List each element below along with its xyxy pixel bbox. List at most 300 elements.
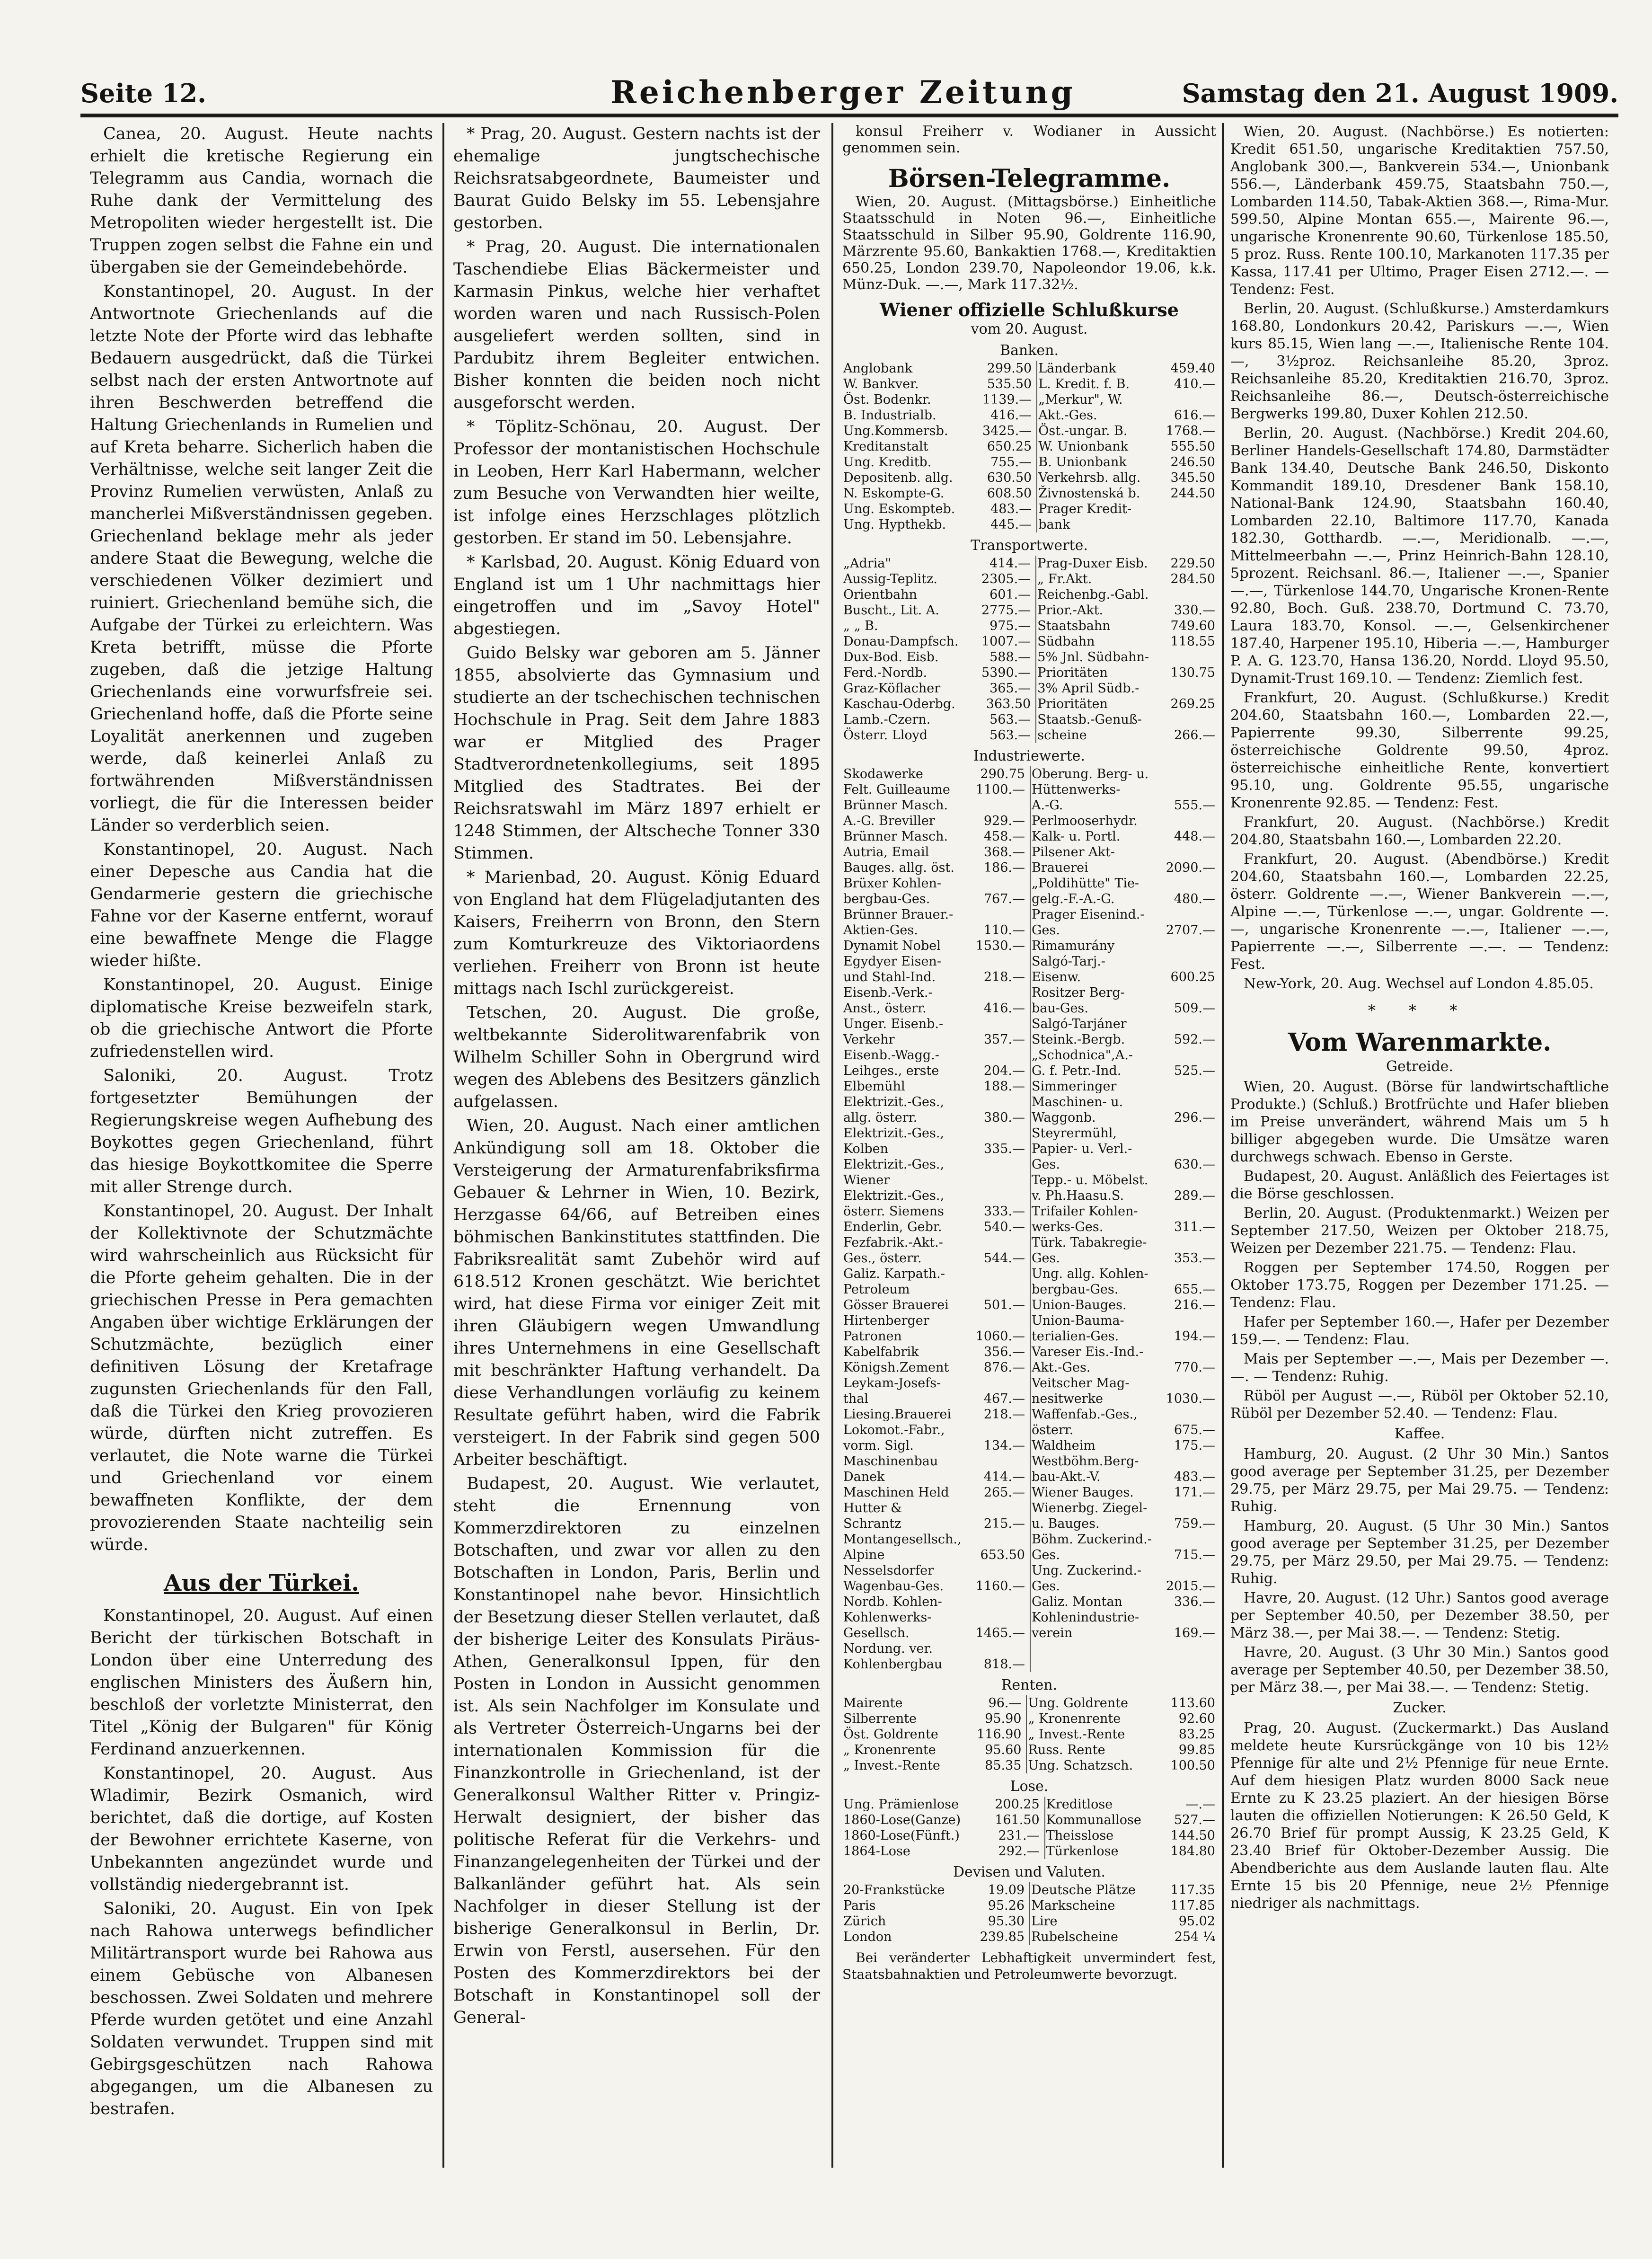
- table-row: [842, 361, 1216, 376]
- market-report: Frankfurt, 20. August. (Abendbörse.) Kredit 204.60, Staatsbahn 160.—, Lombarden 22.25, österr. Goldrente —.—, Wiener Bankverein —.—, Alpine —.—, Türkenlose —.—, ungar. Goldrente —.—, ungarische Kronenrente —.—, Italiener —.—, Papierrente —.—, Silberrente —.—. — Tendenz: Fest.: [1230, 851, 1609, 973]
- market-note: Bei veränderter Lebhaftigkeit unvermindert fest, Staatsbahnaktien und Petroleumwerte bevorzugt.: [842, 1950, 1216, 1982]
- market-report: Havre, 20. August. (12 Uhr.) Santos good average per September 40.50, per Dezember 38.50, per März 38.—, per Mai 38.—. — Tendenz: Stetig.: [1230, 1590, 1609, 1641]
- security-name: Brünner Masch.: [843, 829, 948, 844]
- table-row: [842, 1344, 1216, 1360]
- table-row: [842, 1157, 1216, 1172]
- table-row: [842, 602, 1216, 618]
- security-price: 130.75: [1170, 665, 1215, 680]
- table-row: [842, 712, 1216, 727]
- security-price: 254 ¼: [1174, 1930, 1215, 1944]
- security-price: 266.—: [1174, 728, 1215, 743]
- security-price: 299.50: [973, 361, 1037, 376]
- table-row: [842, 439, 1216, 454]
- quote-table: [842, 1797, 1216, 1859]
- security-name: Anglobank: [843, 361, 913, 376]
- security-price: 5390.—: [974, 665, 1036, 681]
- security-price: [971, 1235, 1030, 1250]
- security-name: Dynamit Nobel: [843, 939, 941, 953]
- security-name: Länderbank: [1038, 361, 1116, 376]
- security-name: Wiener: [843, 1173, 890, 1187]
- security-price: 134.—: [971, 1438, 1030, 1453]
- security-name: Ges.: [1031, 1579, 1060, 1594]
- security-price: 535.50: [973, 376, 1037, 392]
- security-price: 336.—: [1174, 1595, 1215, 1609]
- security-name: Wiener Bauges.: [1031, 1485, 1134, 1500]
- table-row: [842, 454, 1216, 470]
- security-price: 292.—: [984, 1843, 1045, 1859]
- security-name: Simmeringer: [1031, 1079, 1117, 1094]
- security-price: [1161, 813, 1216, 829]
- security-name: Leihges., erste: [843, 1063, 939, 1078]
- security-name: Felt. Guilleaume: [843, 782, 950, 797]
- table-section-heading: Renten.: [1001, 1677, 1058, 1693]
- security-price: 169.—: [1174, 1626, 1215, 1640]
- security-name: nesitwerke: [1031, 1391, 1104, 1406]
- security-name: Steyrermühl,: [1031, 1126, 1117, 1141]
- security-name: Ung.Kommersb.: [843, 424, 948, 438]
- column-4: [1230, 123, 1609, 2168]
- table-row: [842, 1516, 1216, 1532]
- security-price: [1164, 712, 1216, 727]
- column-divider: [831, 123, 833, 2168]
- security-name: bau-Ges.: [1031, 1001, 1088, 1016]
- security-price: 335.—: [971, 1141, 1030, 1157]
- security-price: 459.40: [1170, 361, 1215, 376]
- table-row: [842, 954, 1216, 969]
- table-row: [842, 1727, 1216, 1742]
- market-report: Rüböl per August —.—, Rüböl per Oktober 52.10, Rüböl per Dezember 52.40. — Tendenz: Flau.: [1230, 1388, 1609, 1422]
- security-price: [971, 1500, 1030, 1516]
- security-price: [971, 1594, 1030, 1610]
- table-row: [842, 665, 1216, 681]
- article-paragraph: Konstantinopel, 20. August. Nach einer Depesche aus Candia hat die Gendarmerie gestern die griechische Fahne vor der Kaserne entfernt, worauf eine bewaffnete Menge die Flagge wieder hißte.: [90, 840, 433, 970]
- security-name: Tepp.- u. Möbelst.: [1031, 1173, 1148, 1187]
- table-section-heading: Banken.: [999, 342, 1059, 359]
- security-price: [1161, 1016, 1216, 1032]
- security-price: 770.—: [1174, 1360, 1215, 1375]
- security-price: 184.80: [1170, 1844, 1215, 1859]
- table-row: [842, 922, 1216, 938]
- table-row: [842, 392, 1216, 408]
- security-price: 1100.—: [971, 782, 1030, 797]
- security-price: 96.—: [964, 1695, 1026, 1711]
- market-report: Wien, 20. August. (Börse für landwirtschaftliche Produkte.) (Schluß.) Brotfrüchte und Hafer blieben im Preise unverändert, während Mais um 5 h billiger abgegeben wurde. Die Umsätze waren durchwegs schwach. Ebenso in Gerste.: [1230, 1079, 1609, 1165]
- security-price: 95.90: [964, 1711, 1026, 1727]
- security-price: [971, 1125, 1030, 1141]
- article-paragraph: Guido Belsky war geboren am 5. Jänner 1855, absolvierte das Gymnasium und studierte an der tschechischen technischen Hochschule in Prag. Seit dem Jahre 1883 war er Mitglied des Prager Stadtverordnetenkollegiums, seit 1895 Mitglied des Stadtrates. Bei der Reichsratswahl im März 1897 erhielt er 1248 Stimmen, der Altschechе Tonner 330 Stimmen.: [453, 644, 820, 863]
- security-name: „Schodnica",A.-: [1031, 1048, 1133, 1063]
- security-name: Prior.-Akt.: [1037, 603, 1104, 618]
- security-name: Mairente: [843, 1696, 903, 1710]
- security-price: 2775.—: [974, 602, 1036, 618]
- security-name: 1860-Lose(Ganze): [843, 1813, 961, 1827]
- security-name: Depositenb. allg.: [843, 470, 953, 485]
- security-name: G. f. Petr.-Ind.: [1031, 1063, 1122, 1078]
- security-name: Westböhm.Berg-: [1031, 1454, 1139, 1469]
- security-price: [1161, 1204, 1216, 1219]
- security-price: [1161, 1453, 1216, 1469]
- security-price: 95.26: [968, 1898, 1030, 1914]
- security-name: Kreditlose: [1046, 1797, 1113, 1812]
- security-price: [1164, 587, 1216, 602]
- security-name: Kommunallose: [1046, 1813, 1141, 1827]
- security-name: Ung. Zuckerind.-: [1031, 1563, 1142, 1578]
- security-name: Wienerbg. Ziegel-: [1031, 1501, 1148, 1515]
- security-price: 929.—: [971, 813, 1030, 829]
- security-price: 416.—: [973, 408, 1037, 423]
- article-paragraph: Tetschen, 20. August. Die große, weltbekannte Siderolitwarenfabrik von Wilhelm Schiller Sohn in Obergrund wird wegen des Ablebens des Besitzers gänzlich aufgelassen.: [453, 1003, 820, 1111]
- table-row: [842, 1610, 1216, 1625]
- security-name: Nordb. Kohlen-: [843, 1595, 942, 1609]
- security-price: 175.—: [1174, 1438, 1215, 1453]
- security-name: Union-Baumа-: [1031, 1313, 1124, 1328]
- security-price: 215.—: [971, 1516, 1030, 1532]
- security-name: W. Bankver.: [843, 377, 919, 391]
- security-name: Prager Kredit-: [1038, 502, 1132, 516]
- security-name: Liesing.Brauerei: [843, 1407, 952, 1422]
- security-price: 588.—: [974, 649, 1036, 665]
- table-row: [842, 1828, 1216, 1843]
- article-paragraph: * Prag, 20. August. Gestern nachts ist der ehemalige jungtschechische Reichsratsabgeordnete, Baumeister und Baurat Guido Belsky im 55. Lebensjahre gestorben.: [453, 124, 820, 232]
- security-name: 1860-Lose(Fünft.): [843, 1828, 960, 1843]
- security-price: 95.02: [1178, 1914, 1215, 1929]
- market-report: Hamburg, 20. August. (2 Uhr 30 Min.) Santos good average per September 31.25, per Dezember 29.75, per März 29.75, per Mai 29.75. — Tendenz: Ruhig.: [1230, 1446, 1609, 1515]
- security-price: 555.50: [1170, 439, 1215, 454]
- security-price: 1768.—: [1166, 424, 1215, 438]
- article-paragraph: Wien, 20. August. Nach einer amtlichen Ankündigung soll am 18. Oktober die Versteigerung der Armaturenfabriksfirma Gebauer & Lehrner in Wien, 10. Bezirk, Herzgasse 64/66, auf Betreiben eines böhmischen Bankinstitutes stattfinden. Die Fabriksrealität samt Zubehör wird auf 618.512 Kronen geschätzt. Wie berichtet wird, hat diese Firma vor einiger Zeit mit ihren Gläubigern wegen Umwandlung ihres Unternehmens in eine Gesellschaft mit beschränkter Haftung verhandelt. Da diese Verhandlungen vorläufig zu keinem Resultate geführt haben, wird die Fabrik versteigert. In der Fabrik sind gegen 500 Arbeiter beschäftigt.: [453, 1116, 820, 1469]
- page-number: Seite 12.: [80, 78, 206, 108]
- security-name: Steink.-Bergb.: [1031, 1032, 1125, 1047]
- security-name: v. Ph.Haasu.S.: [1031, 1188, 1124, 1203]
- security-price: 186.—: [971, 860, 1030, 876]
- security-name: Kohlenindustrie-: [1031, 1610, 1140, 1625]
- article-paragraph: * Prag, 20. August. Die internationalen Taschendiebe Elias Bäckermeister und Karmasin Pinkus, welche hier verhaftet worden waren und nach Russisch-Polen ausgeliefert werden sollten, sind in Pardubitz ihrem Begleiter entwichen. Bisher konnten die beiden noch nicht ausgeforscht werden.: [453, 238, 820, 412]
- table-row: [842, 486, 1216, 501]
- security-price: 630.—: [1174, 1157, 1215, 1172]
- security-name: Kreditanstalt: [843, 439, 928, 454]
- security-name: Königsh.Zement: [843, 1360, 949, 1375]
- table-row: [842, 1563, 1216, 1578]
- security-price: [1157, 517, 1216, 532]
- section-heading: Börsen-Telegramme.: [888, 164, 1171, 193]
- table-row: [842, 501, 1216, 517]
- security-price: [1161, 1125, 1216, 1141]
- security-name: Brüxer Kohlen-: [843, 876, 942, 891]
- section-heading: Aus der Türkei.: [164, 1570, 359, 1596]
- table-row: [842, 1438, 1216, 1453]
- security-price: [971, 1016, 1030, 1032]
- table-row: [842, 1898, 1216, 1914]
- security-price: 1060.—: [971, 1329, 1030, 1344]
- table-row: [842, 1141, 1216, 1157]
- table-row: [842, 938, 1216, 954]
- table-row: [842, 1914, 1216, 1929]
- security-price: 653.50: [971, 1547, 1030, 1563]
- security-price: 600.25: [1170, 970, 1215, 984]
- security-name: Maschinen Held: [843, 1485, 949, 1500]
- security-price: [1161, 938, 1216, 954]
- market-report: Budapest, 20. August. Anläßlich des Feiertages ist die Börse geschlossen.: [1230, 1168, 1609, 1202]
- table-row: [842, 634, 1216, 649]
- table-row: [842, 1742, 1216, 1758]
- security-price: 414.—: [971, 1469, 1030, 1485]
- security-price: 116.90: [964, 1727, 1026, 1742]
- security-name: Waffenfab.-Ges.,: [1031, 1407, 1138, 1422]
- security-name: Leykam-Josefs-: [843, 1376, 941, 1391]
- table-row: [842, 813, 1216, 829]
- security-name: Öst. Goldrente: [843, 1727, 938, 1742]
- security-price: 2707.—: [1166, 923, 1215, 938]
- market-report: New-York, 20. Aug. Wechsel auf London 4.85.05.: [1244, 975, 1594, 992]
- security-name: Unger. Eisenb.-: [843, 1017, 944, 1031]
- article-paragraph: Konstantinopel, 20. August. Aus Wladimir, Bezirk Osmanich, wird berichtet, daß die dortige, auf Kosten der Bewohner errichtete Kaserne, von Unbekannten angezündet wurde und vollständig niedergebrannt ist.: [90, 1764, 433, 1894]
- security-name: Ges.: [1031, 923, 1060, 938]
- security-price: 269.25: [1170, 697, 1215, 711]
- issue-date: Samstag den 21. August 1909.: [1182, 78, 1618, 108]
- subsection-heading: Kaffee.: [1394, 1426, 1445, 1442]
- security-price: 19.09: [968, 1882, 1030, 1898]
- security-price: 95.30: [968, 1914, 1030, 1929]
- security-price: 467.—: [971, 1391, 1030, 1407]
- security-price: 311.—: [1174, 1220, 1215, 1234]
- security-price: [971, 1313, 1030, 1329]
- article-paragraph: konsul Freiherr v. Wodianer in Aussicht genommen sein.: [842, 123, 1216, 156]
- market-report: Wien, 20. August. (Nachbörse.) Es notierten: Kredit 651.50, ungarische Kreditaktien 757.50, Anglobank 300.—, Bankverein 534.—, Unionbank 556.—, Länderbank 459.75, Staatsbahn 750.—, Lombarden 114.50, Tabak-Aktien 368.—, Rima-Mur. 599.50, Alpine Montan 655.—, Mairente 96.—, ungarische Kronenrente 90.60, Türkenlose 185.50, 5 proz. Russ. Rente 100.10, Markanoten 117.35 per Kassa, 117.41 per Ultimo, Prager Eisen 2712.—. — Tendenz: Fest.: [1230, 124, 1609, 298]
- security-name: Autria, Email: [843, 845, 929, 859]
- security-price: 365.—: [974, 681, 1036, 696]
- security-name: Dux-Bod. Eisb.: [843, 650, 939, 664]
- quote-table: [842, 361, 1216, 532]
- security-price: 92.60: [1178, 1711, 1215, 1726]
- security-price: [1161, 1657, 1216, 1672]
- security-price: 616.—: [1174, 408, 1215, 423]
- security-price: 100.50: [1170, 1758, 1215, 1773]
- security-name: Hüttenwerks-: [1031, 782, 1121, 797]
- security-price: [1161, 1094, 1216, 1110]
- table-row: [842, 1079, 1216, 1094]
- security-name: Ferd.-Nordb.: [843, 665, 928, 680]
- security-price: 2305.—: [974, 571, 1036, 587]
- article-paragraph: Canea, 20. August. Heute nachts erhielt die kretische Regierung ein Telegramm aus Candia, wornach die Ruhe dank der Vermittelung des Metropoliten wieder hergestellt ist. Die Truppen zogen selbst die Fahne ein und übergaben sie der Gemeindebehörde.: [90, 124, 433, 277]
- subsection-heading: Zucker.: [1393, 1700, 1447, 1716]
- quote-tables: [842, 342, 1216, 1945]
- table-row: [842, 1532, 1216, 1547]
- security-price: 1530.—: [971, 938, 1030, 954]
- security-name: Schrantz: [843, 1516, 901, 1531]
- security-price: 448.—: [1174, 829, 1215, 844]
- security-name: Elektrizit.-Ges.,: [843, 1126, 945, 1141]
- security-name: scheine: [1037, 728, 1087, 743]
- table-section-heading: Transportwerte.: [971, 537, 1088, 554]
- security-price: 95.60: [964, 1742, 1026, 1758]
- section-heading: Vom Warenmarkte.: [1288, 1028, 1552, 1057]
- article-paragraph: Saloniki, 20. August. Ein von Ipek nach Rahowa unterwegs befindlicher Militärtransport wurde bei Rahowa aus einem Gebüsche von Albanesen beschossen. Zwei Soldaten und mehrere Pferde wurden getötet und eine Anzahl Soldaten verwundet. Truppen sind mit Gebirgsgeschützen nach Rahowa abgegangen, um die Albanesen zu bestrafen.: [90, 1899, 433, 2118]
- security-name: Öst. Bodenkr.: [843, 392, 931, 407]
- table-row: [842, 1110, 1216, 1125]
- security-name: Staatsb.-Genuß-: [1037, 712, 1142, 727]
- security-name: Türk. Tabakregie-: [1031, 1235, 1147, 1250]
- security-name: Staatsbahn: [1037, 619, 1111, 633]
- security-price: [1161, 1500, 1216, 1516]
- security-price: 218.—: [971, 1407, 1030, 1422]
- security-name: „ Kronenrente: [843, 1743, 936, 1757]
- security-name: Böhm. Zuckerind.-: [1031, 1532, 1152, 1547]
- table-row: [842, 969, 1216, 985]
- table-row: [842, 1266, 1216, 1282]
- security-name: Perlmooserhydr.: [1031, 814, 1138, 828]
- security-price: 144.50: [1170, 1828, 1215, 1843]
- table-row: [842, 517, 1216, 532]
- security-price: 755.—: [973, 454, 1037, 470]
- security-name: Pilsener Akt-: [1031, 845, 1115, 859]
- security-price: 229.50: [1170, 556, 1215, 571]
- security-price: 161.50: [984, 1812, 1045, 1828]
- security-price: 265.—: [971, 1485, 1030, 1500]
- security-price: [1161, 1344, 1216, 1360]
- security-price: 2015.—: [1166, 1579, 1215, 1594]
- security-name: Eisenb.-Wagg.-: [843, 1048, 939, 1063]
- table-row: [842, 1219, 1216, 1235]
- security-price: 244.50: [1170, 486, 1215, 501]
- security-price: 356.—: [971, 1344, 1030, 1360]
- security-name: Prager Eisenind.-: [1031, 907, 1145, 922]
- security-name: Reichenbg.-Gabl.: [1037, 587, 1149, 602]
- table-row: [842, 1695, 1216, 1711]
- security-price: 410.—: [1174, 377, 1215, 391]
- market-report: Frankfurt, 20. August. (Nachbörse.) Kredit 204.80, Staatsbahn 160.—, Lombarden 22.20.: [1230, 814, 1609, 848]
- security-name: 5% Jnl. Südbahn-: [1037, 650, 1149, 664]
- security-price: [971, 876, 1030, 891]
- security-name: Kabelfabrik: [843, 1345, 919, 1359]
- security-price: 118.55: [1170, 634, 1215, 649]
- security-name: Elbemühl: [843, 1079, 905, 1094]
- quote-table: [842, 556, 1216, 743]
- security-price: [1161, 954, 1216, 969]
- security-price: 601.—: [974, 587, 1036, 602]
- security-price: 715.—: [1174, 1548, 1215, 1562]
- security-name: Ges.: [1031, 1157, 1060, 1172]
- security-name: Elektrizit.-Ges.,: [843, 1095, 945, 1109]
- table-row: [842, 1594, 1216, 1610]
- column-divider: [442, 123, 444, 2168]
- security-price: 555.—: [1174, 798, 1215, 813]
- security-name: Rositzer Berg-: [1031, 985, 1125, 1000]
- security-name: Verkehr: [843, 1032, 895, 1047]
- table-row: [842, 1547, 1216, 1563]
- table-row: [842, 1485, 1216, 1500]
- security-price: 218.—: [971, 969, 1030, 985]
- security-name: Maschinen- u.: [1031, 1095, 1123, 1109]
- table-row: [842, 1172, 1216, 1188]
- security-name: terialien-Ges.: [1031, 1329, 1119, 1344]
- table-row: [842, 408, 1216, 423]
- security-price: 1139.—: [973, 392, 1037, 408]
- security-name: Russ. Rente: [1028, 1743, 1105, 1757]
- security-price: [1161, 907, 1216, 922]
- security-name: Rimamurány: [1031, 939, 1115, 953]
- security-name: Brünner Masch.: [843, 798, 948, 813]
- column-divider: [1222, 123, 1224, 2168]
- security-price: 483.—: [973, 501, 1037, 517]
- security-name: Zürich: [843, 1914, 886, 1929]
- security-price: [1161, 766, 1216, 782]
- security-price: 509.—: [1174, 1001, 1215, 1016]
- security-name: bergbau-Ges.: [1031, 1282, 1119, 1297]
- security-price: 246.50: [1170, 455, 1215, 470]
- security-name: Salgó-Tarj.-: [1031, 954, 1105, 969]
- table-row: [842, 1758, 1216, 1773]
- security-name: Trifailer Kohlen-: [1031, 1204, 1138, 1219]
- security-price: 188.—: [971, 1079, 1030, 1094]
- security-name: Danek: [843, 1470, 885, 1484]
- security-name: Ung. Kreditb.: [843, 455, 932, 470]
- security-name: Wagenbau-Ges.: [843, 1579, 944, 1594]
- security-name: Galiz. Montan: [1031, 1595, 1122, 1609]
- security-name: Kalk- u. Portl.: [1031, 829, 1121, 844]
- security-price: 368.—: [971, 844, 1030, 860]
- security-price: [971, 1172, 1030, 1188]
- article-paragraph: Budapest, 20. August. Wie verlautet, steht die Ernennung von Kommerzdirektoren zu einzelnen Botschaften, und zwar vor allen zu den Botschaften in London, Paris, Berlin und Konstantinopel nahe bevor. Hinsichtlich der Besetzung dieser Stellen verlautet, daß der bisherige Leiter des Konsulats Piräus-Athen, Generalkonsul Ippen, für den Posten in London in Aussicht genommen ist. Als sein Nachfolger im Konsulate und als Vertreter Österreich-Ungarns bei der internationalen Kommission für die Finanzkontrolle in Griechenland, ist der Generalkonsul Walther Ritter v. Pringiz-Herwalt designiert, der bisher das politische Referat für die Verkehrs- und Finanzangelegenheiten der Türkei und der Balkanländer geführt hat. Als sein Nachfolger in dieser Stellung ist der bisherige Generalkonsul in Berlin, Dr. Erwin von Ferstl, ausersehen. Für den Posten des Kommerzdirektors bei der Botschaft in Konstantinopel soll der General-: [453, 1474, 820, 2027]
- security-name: Akt.-Ges.: [1038, 408, 1097, 423]
- security-price: [1161, 1610, 1216, 1625]
- table-row: [842, 1282, 1216, 1297]
- security-name: Ung. Goldrente: [1028, 1696, 1128, 1710]
- table-row: [842, 1297, 1216, 1313]
- security-name: [1030, 1641, 1161, 1657]
- security-name: Rubelscheine: [1031, 1930, 1119, 1944]
- column-3: [842, 123, 1216, 2168]
- security-name: London: [843, 1930, 892, 1944]
- table-row: [842, 649, 1216, 665]
- security-price: [971, 1422, 1030, 1438]
- security-price: 289.—: [1174, 1188, 1215, 1203]
- security-price: 296.—: [1174, 1110, 1215, 1125]
- security-price: [1157, 501, 1216, 517]
- security-name: Ung. Hypthekb.: [843, 517, 946, 532]
- security-price: [1161, 1235, 1216, 1250]
- security-name: Kohlenwerks-: [843, 1610, 932, 1625]
- security-price: [1161, 1266, 1216, 1282]
- security-name: Verkehrsb. allg.: [1038, 470, 1141, 485]
- security-name: B. Unionbank: [1038, 455, 1127, 470]
- security-name: Nesselsdorfer: [843, 1563, 934, 1578]
- security-price: [971, 954, 1030, 969]
- security-name: Türkenlose: [1046, 1844, 1119, 1859]
- table-row: [842, 1235, 1216, 1250]
- security-price: 630.50: [973, 470, 1037, 486]
- security-price: [971, 1282, 1030, 1297]
- security-price: 194.—: [1174, 1329, 1215, 1344]
- market-report: Roggen per September 174.50, Roggen per Oktober 173.75, Roggen per Dezember 171.25. — Tendenz: Flau.: [1230, 1259, 1609, 1311]
- security-price: [971, 1453, 1030, 1469]
- market-report: Hafer per September 160.—, Hafer per Dezember 159.—. — Tendenz: Flau.: [1230, 1314, 1609, 1348]
- table-row: [842, 1797, 1216, 1812]
- security-price: 563.—: [974, 712, 1036, 727]
- security-price: 363.50: [974, 696, 1036, 712]
- security-name: Waggonb.: [1031, 1110, 1096, 1125]
- security-price: [1161, 1141, 1216, 1157]
- security-name: bergbau-Ges.: [843, 892, 930, 906]
- security-name: Egydyer Eisen-: [843, 954, 941, 969]
- security-price: [971, 1641, 1030, 1657]
- security-price: 204.—: [971, 1063, 1030, 1079]
- security-name: Waldheim: [1031, 1438, 1096, 1453]
- security-price: [1161, 1641, 1216, 1657]
- security-name: A.-G. Breviller: [843, 814, 935, 828]
- security-price: [1161, 1407, 1216, 1422]
- security-name: Veitscher Mag-: [1031, 1376, 1130, 1391]
- security-name: Silberrente: [843, 1711, 917, 1726]
